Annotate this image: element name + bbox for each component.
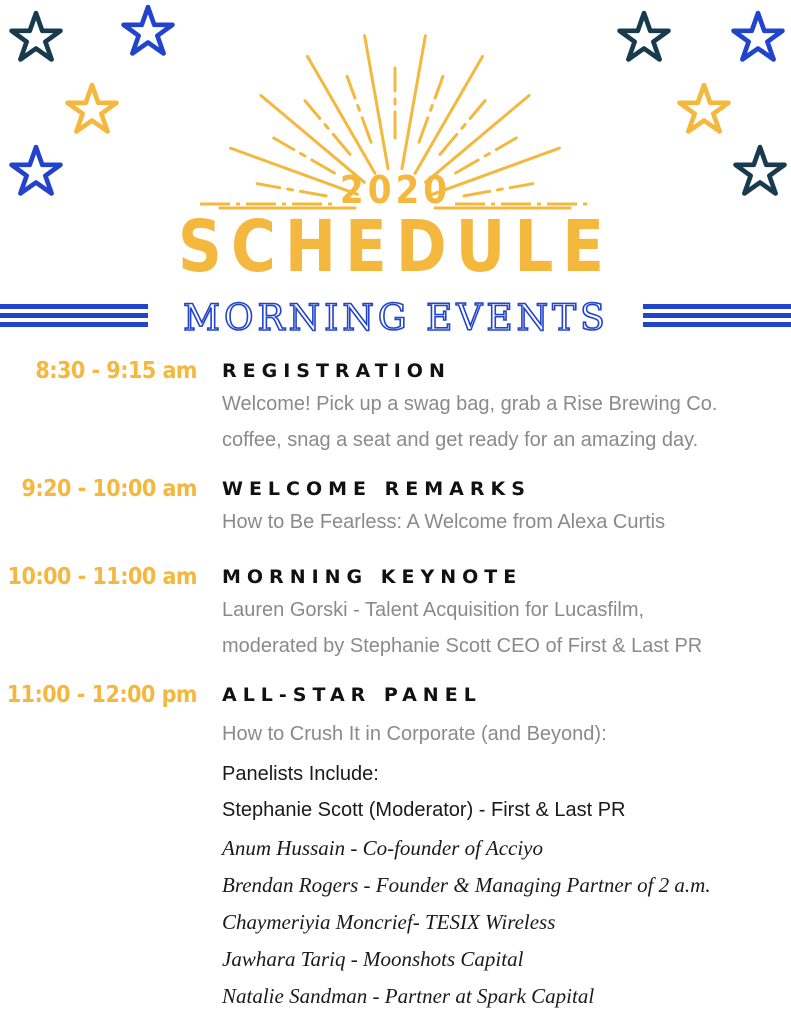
- panelist-item: Jawhara Tariq - Moonshots Capital: [222, 947, 524, 971]
- event-title: WELCOME REMARKS: [222, 478, 531, 500]
- event-title: REGISTRATION: [222, 360, 451, 382]
- year-heading: 2020: [339, 168, 452, 212]
- panelist-item: Natalie Sandman - Partner at Spark Capital: [222, 984, 595, 1008]
- section-heading: MORNING EVENTS: [183, 298, 609, 339]
- event-description: Welcome! Pick up a swag bag, grab a Rise Brewing Co.: [222, 393, 718, 415]
- event-title: ALL-STAR PANEL: [222, 684, 482, 706]
- event-time: 11:00 - 12:00 pm: [6, 682, 197, 708]
- panelists-label: Panelists Include:: [222, 763, 379, 785]
- event-title: MORNING KEYNOTE: [222, 566, 523, 588]
- panelist-item: Chaymeriyia Moncrief- TESIX Wireless: [222, 910, 556, 934]
- panel-moderator: Stephanie Scott (Moderator) - First & Last PR: [222, 799, 626, 821]
- star-icon: [678, 82, 730, 134]
- panelist-item: Anum Hussain - Co-founder of Acciyo: [222, 836, 543, 860]
- event-time: 10:00 - 11:00 am: [7, 564, 197, 590]
- event-description: How to Crush It in Corporate (and Beyond):: [222, 723, 607, 745]
- event-description: coffee, snag a seat and get ready for an amazing day.: [222, 429, 699, 451]
- star-icon: [732, 10, 784, 62]
- event-description: moderated by Stephanie Scott CEO of First & Last PR: [222, 635, 703, 657]
- event-time: 8:30 - 9:15 am: [35, 358, 197, 384]
- right-stripes-decoration: [643, 304, 791, 334]
- event-description: Lauren Gorski - Talent Acquisition for Lucasfilm,: [222, 599, 645, 621]
- page-title: SCHEDULE: [177, 206, 614, 289]
- star-icon: [10, 10, 62, 62]
- left-stripes-decoration: [0, 304, 148, 334]
- star-icon: [122, 4, 174, 56]
- star-icon: [66, 82, 118, 134]
- star-icon: [618, 10, 670, 62]
- event-description: How to Be Fearless: A Welcome from Alexa Curtis: [222, 511, 666, 533]
- panelist-item: Brendan Rogers - Founder & Managing Partner of 2 a.m.: [222, 873, 711, 897]
- event-time: 9:20 - 10:00 am: [21, 476, 197, 502]
